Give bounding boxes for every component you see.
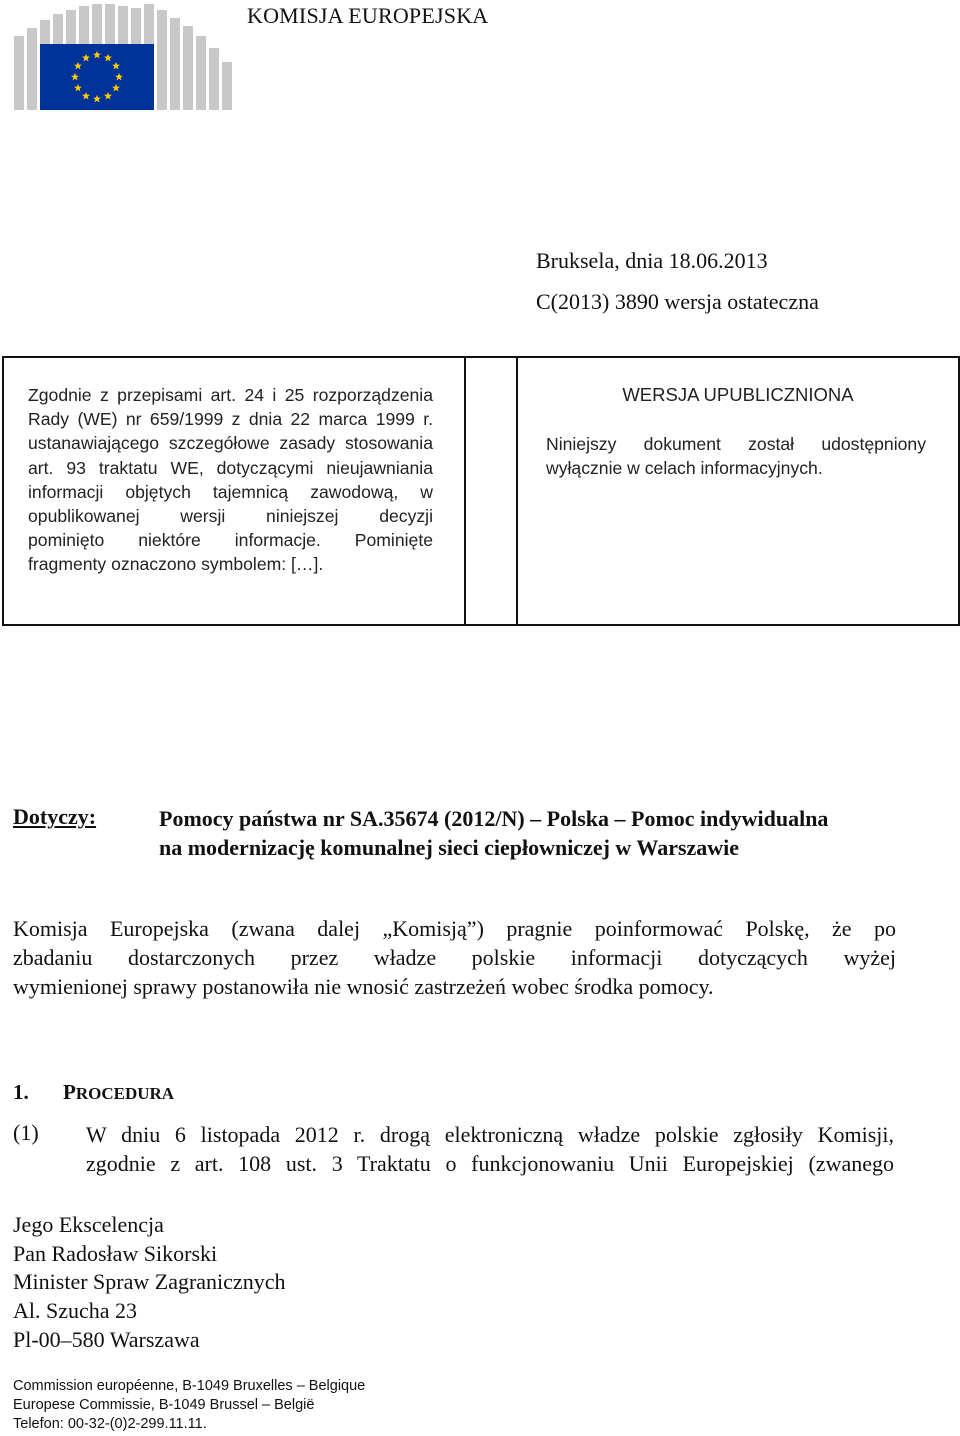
- box-divider: [464, 356, 466, 626]
- paragraph-number: (1): [13, 1120, 39, 1145]
- addressee-line: Al. Szucha 23: [13, 1298, 138, 1324]
- paragraph-line: zgodnie z art. 108 ust. 3 Traktatu o funkcjonowaniu Unii Europejskiej (zwanego: [86, 1151, 894, 1176]
- intro-line: zbadaniu dostarczonych przez władze polskie informacji dotyczących wyżej: [13, 945, 896, 970]
- european-commission-logo: [12, 2, 238, 112]
- subject-line: Pomocy państwa nr SA.35674 (2012/N) – Polska – Pomoc indywidualna: [159, 806, 829, 831]
- intro-line: Komisja Europejska (zwana dalej „Komisją”) pragnie poinformować Polskę, że po: [13, 916, 896, 941]
- document-reference: C(2013) 3890 wersja ostateczna: [536, 289, 819, 314]
- notice-line: informacji objętych tajemnicą zawodową, w: [28, 481, 433, 502]
- notice-line: fragmenty oznaczono symbolem: […].: [28, 554, 324, 575]
- section-title: [63, 1080, 174, 1105]
- footer-line: Commission européenne, B-1049 Bruxelles – Belgique: [13, 1378, 366, 1394]
- footer-line: Europese Commissie, B-1049 Brussel – België: [13, 1396, 315, 1413]
- notice-line: art. 93 traktatu WE, dotyczącymi nieujawniania: [28, 457, 433, 478]
- public-line: Niniejszy dokument został udostępniony: [546, 434, 926, 454]
- section-title-initial: P: [63, 1080, 76, 1104]
- intro-line: wymienionej sprawy postanowiła nie wnosić zastrzeżeń wobec środka pomocy.: [13, 974, 714, 999]
- footer-line: Telefon: 00-32-(0)2-299.11.11.: [13, 1415, 207, 1432]
- confidentiality-notice-text: [28, 383, 433, 577]
- notice-line: ustanawiającego szczegółowe zasady stosowania: [28, 433, 433, 454]
- addressee-block: [13, 1211, 285, 1355]
- public-version-title: WERSJA UPUBLICZNIONA: [622, 384, 854, 405]
- public-version-text: [546, 432, 926, 480]
- addressee-line: Minister Spraw Zagranicznych: [13, 1269, 286, 1295]
- box-divider: [516, 356, 518, 626]
- subject-text: [159, 804, 919, 862]
- public-line: wyłącznie w celach informacyjnych.: [546, 458, 823, 479]
- addressee-line: Jego Ekscelencja: [13, 1212, 164, 1237]
- addressee-line: Pan Radosław Sikorski: [13, 1240, 218, 1266]
- notice-line: Rady (WE) nr 659/1999 z dnia 22 marca 1999 r.: [28, 409, 433, 430]
- notice-line: opublikowanej wersji niniejszej decyzji: [28, 506, 433, 527]
- section-number: 1.: [13, 1080, 29, 1104]
- agency-name: KOMISJA EUROPEJSKA: [247, 3, 489, 28]
- footer-address: [13, 1377, 365, 1433]
- paragraph-line: W dniu 6 listopada 2012 r. drogą elektroniczną władze polskie zgłosiły Komisji,: [86, 1122, 894, 1147]
- notice-line: pominięto niektóre informacje. Pominięte: [28, 530, 433, 551]
- addressee-line: Pl-00–580 Warszawa: [13, 1326, 200, 1352]
- intro-paragraph: [13, 914, 896, 1001]
- subject-label: Dotyczy:: [13, 804, 97, 829]
- subject-line: na modernizację komunalnej sieci ciepłowniczej w Warszawie: [159, 835, 740, 860]
- notice-line: Zgodnie z przepisami art. 24 i 25 rozporządzenia: [28, 385, 433, 405]
- document-date: Bruksela, dnia 18.06.2013: [536, 248, 768, 273]
- paragraph-text: [86, 1120, 894, 1178]
- section-title-rest: ROCEDURA: [75, 1084, 175, 1103]
